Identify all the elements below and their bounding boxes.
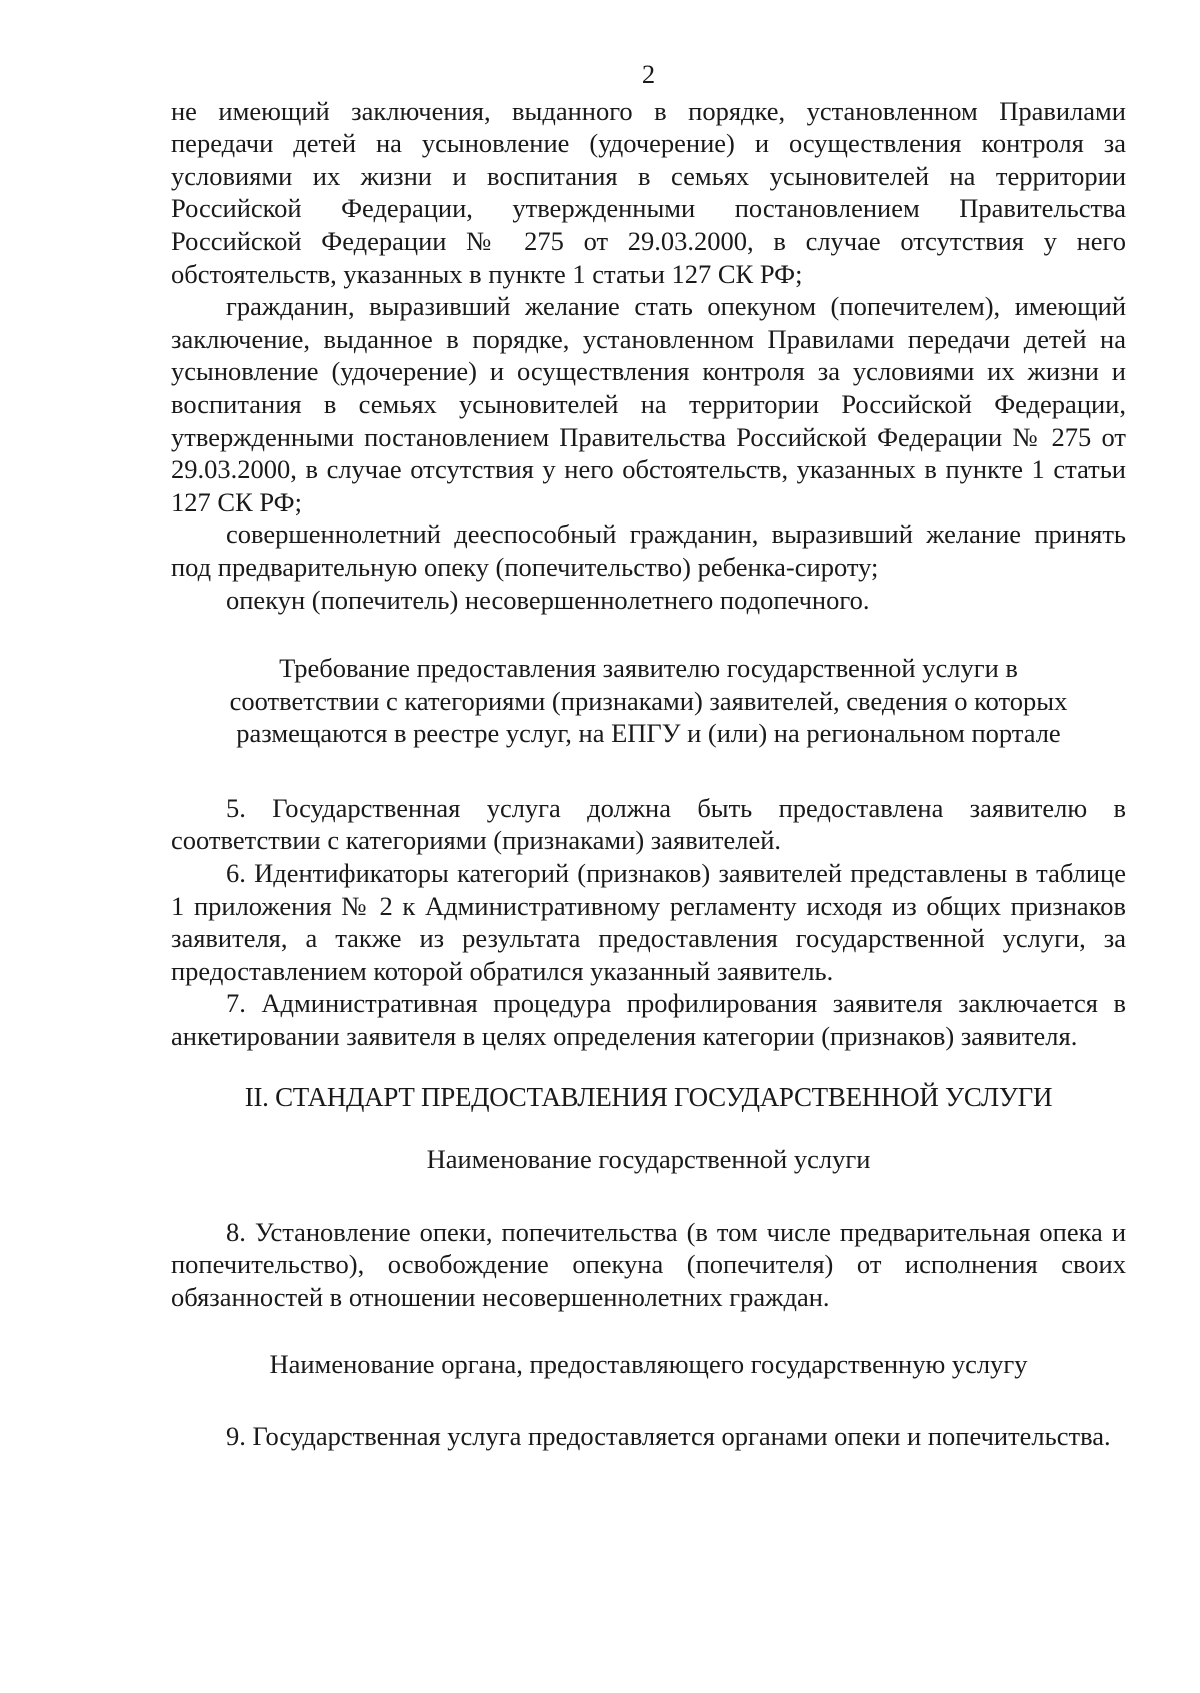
heading-service-name: Наименование государственной услуги (426, 1144, 871, 1175)
page-number: 2 (641, 59, 656, 89)
item-7: 7. Административная процедура профилирования заявителя заключается в анкетировании заявителя в целях определения категории (признаков) заявителя. (171, 988, 1126, 1052)
section-title: II. СТАНДАРТ ПРЕДОСТАВЛЕНИЯ ГОСУДАРСТВЕННОЙ УСЛУГИ (244, 1081, 1053, 1112)
document-page (171, 58, 1126, 1453)
item-6: 6. Идентификаторы категорий (признаков) заявителей представлены в таблице 1 приложения № 2 к Административному регламенту исходя из общих признаков заявителя, а также из результата предоставления государственной услуги, за предоставлением которой обратился указанный заявитель. (171, 858, 1126, 986)
paragraph-applicant-without-conclusion: не имеющий заключения, выданного в порядке, установленном Правилами передачи детей на усыновление (удочерение) и осуществления контроля за условиями их жизни и воспитания в семьях усыновителей на территории Российской Федерации, утвержденными постановлением Правительства Российской Федерации № 275 от 29.03.2000, в случае отсутствия у него обстоятельств, указанных в пункте 1 статьи 127 СК РФ; (171, 95, 1126, 289)
heading-requirement: Требование предоставления заявителю государственной услуги в соответствии с категориями (признаками) заявителей, сведения о которых размещаются в реестре услуг, на ЕПГУ и (или) на региональном портале (229, 653, 1068, 749)
item-8: 8. Установление опеки, попечительства (в том числе предварительная опека и попечительство), освобождение опекуна (попечителя) от исполнения своих обязанностей в отношении несовершеннолетних граждан. (171, 1216, 1126, 1312)
paragraph-guardian: опекун (попечитель) несовершеннолетнего подопечного. (226, 584, 870, 615)
item-5: 5. Государственная услуга должна быть предоставлена заявителю в соответствии с категориями (признаками) заявителей. (171, 792, 1126, 856)
heading-organ: Наименование органа, предоставляющего государственную услугу (269, 1348, 1028, 1379)
paragraph-adult-citizen: совершеннолетний дееспособный гражданин, выразивший желание принять под предварительную опеку (попечительство) ребенка-сироту; (171, 519, 1126, 582)
paragraph-applicant-with-conclusion: гражданин, выразивший желание стать опекуном (попечителем), имеющий заключение, выданное в порядке, установленном Правилами передачи детей на усыновление (удочерение) и осуществления контроля за условиями их жизни и воспитания в семьях усыновителей на территории Российской Федерации, утвержденными постановлением Правительства Российской Федерации № 275 от 29.03.2000, в случае отсутствия у него обстоятельств, указанных в пункте 1 статьи 127 СК РФ; (171, 291, 1126, 517)
item-9: 9. Государственная услуга предоставляется органами опеки и попечительства. (226, 1421, 1111, 1452)
